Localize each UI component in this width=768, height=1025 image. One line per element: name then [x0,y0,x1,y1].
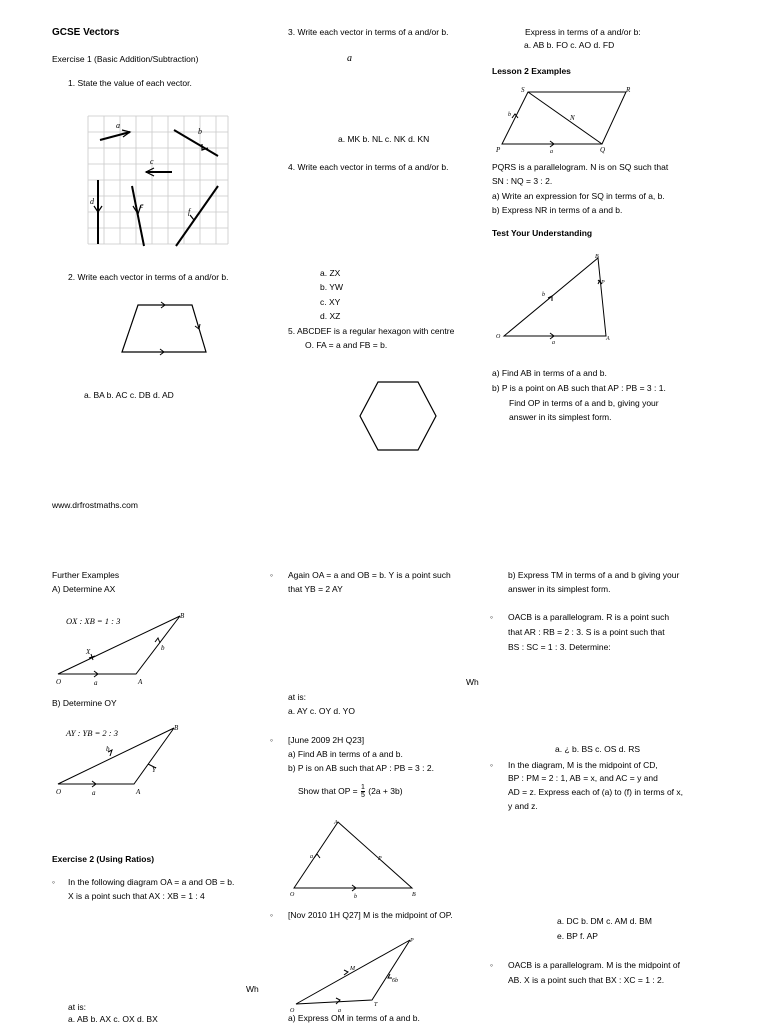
triangle-june-diagram [288,816,418,900]
ex2-line1: In the following diagram OA = a and OB = b. [68,877,235,887]
tri-a-x: X [86,648,91,656]
cd-parts-1: a. DC b. DM c. AM d. BM [557,916,652,926]
trapezium-diagram [116,300,212,356]
tri-a-b: B [180,612,185,620]
nov-heading: [Nov 2010 1H Q27] M is the midpoint of OP. [288,910,453,920]
question-1: 1. State the value of each vector. [68,78,192,88]
cd-parts-2: e. BP f. AP [557,931,598,941]
label-a-vertex: A [606,336,610,342]
oacb2-line2: AB. X is a point such that BX : XC = 1 : 2. [508,975,665,985]
label-o: O [496,334,501,340]
determine-a: A) Determine AX [52,584,116,594]
fraction [361,784,365,799]
label-p: P [496,146,501,154]
determine-b: B) Determine OY [52,698,117,708]
question-4: 4. Write each vector in terms of a and/or b. [288,162,449,172]
pqrs-part-a: a) Write an expression for SQ in terms of a, b. [492,191,665,201]
page-title: GCSE Vectors [52,27,120,38]
col3-part-b: b) Express TM in terms of a and b giving your [508,570,680,580]
nov-bullet: ◦ [270,910,274,920]
triangle-nov-diagram [288,934,420,1014]
grid-label-e: e [140,201,144,210]
question-4-part-c: c. XY [320,297,341,307]
ex2-bullet: ◦ [52,877,56,887]
grid-label-d: d [90,197,94,206]
triangle-oab-diagram [494,250,614,346]
show-that-expression: (2a + 3b) [368,785,403,796]
nov-part-a: a) Express OM in terms of a and b. [288,1013,420,1023]
june-label-avec: a [310,854,313,860]
june-label-a: A [334,820,338,826]
show-that [298,784,403,799]
again-at-is: at is: [288,692,306,702]
tyu-part-b-line3: answer in its simplest form. [509,412,612,422]
parallelogram-pqrs-diagram [494,84,636,154]
cd-line2: BP : PM = 2 : 1, AB = x, and AC = y and [508,773,658,783]
tri-a-avec: a [94,679,98,687]
col3-part-b-line2: answer in its simplest form. [508,584,611,594]
exercise-2-heading: Exercise 2 (Using Ratios) [52,854,155,864]
label-a: a [550,149,553,154]
grid-label-c: c [150,157,154,166]
triangle-a-diagram [52,610,192,688]
hexagon-diagram [358,380,438,452]
nov-label-t: T [374,1002,378,1008]
tri-a-bvec: b [161,644,165,652]
tri-b-avec: a [92,789,96,797]
oacb1-line2: that AR : RB = 2 : 3. S is a point such that [508,627,665,637]
question-3-variable: a [347,53,352,64]
cd-line1: In the diagram, M is the midpoint of CD, [508,760,658,770]
again-line2: that YB = 2 AY [288,584,343,594]
question-3-parts: a. MK b. NL c. NK d. KN [338,134,430,144]
cd-line3: AD = z. Express each of (a) to (f) in terms of x, [508,787,684,797]
test-your-understanding-heading: Test Your Understanding [492,228,593,238]
question-5-line1: 5. ABCDEF is a regular hexagon with centre [288,326,455,336]
nov-label-m: M [350,966,355,972]
pqrs-line2: SN : NQ = 3 : 2. [492,176,553,186]
exercise-1-heading: Exercise 1 (Basic Addition/Subtraction) [52,54,199,64]
again-line1: Again OA = a and OB = b. Y is a point such [288,570,451,580]
oacb2-bullet: ◦ [490,960,494,970]
nov-label-6b: 6b [392,978,398,984]
grid-label-b: b [198,127,202,136]
ex2-parts: a. AB b. AX c. OX d. BX [68,1014,158,1024]
question-3: 3. Write each vector in terms of a and/or b. [288,27,449,37]
label-n: N [570,114,575,122]
label-b-vertex: B [595,254,599,260]
pqrs-line1: PQRS is a parallelogram. N is on SQ such that [492,162,669,172]
grid-label-f: f [188,207,191,216]
lesson-2-heading: Lesson 2 Examples [492,66,571,76]
tri-b-a: A [136,788,141,796]
tri-a-a: A [138,678,143,686]
june-part-b: b) P is on AB such that AP : PB = 3 : 2. [288,763,434,773]
ratio-b: AY : YB = 2 : 3 [66,728,119,738]
tyu-part-b-line2: Find OP in terms of a and b, giving your [509,398,659,408]
label-r: R [626,86,631,94]
again-wh: Wh [466,677,479,687]
june-heading: [June 2009 2H Q23] [288,735,365,745]
tri-b-y: Y [152,766,156,774]
oacb2-line1: OACB is a parallelogram. M is the midpoint of [508,960,680,970]
oacb1-bullet: ◦ [490,612,494,622]
oacb1-parts: a. ¿ b. BS c. OS d. RS [555,744,641,754]
question-4-part-a: a. ZX [320,268,341,278]
question-5-line2: O. FA = a and FB = b. [305,340,388,350]
oacb1-line1: OACB is a parallelogram. R is a point such [508,612,670,622]
express-parts: a. AB b. FO c. AO d. FD [524,40,615,50]
label-b: b [508,112,511,118]
tyu-part-a: a) Find AB in terms of a and b. [492,368,607,378]
oacb1-line3: BS : SC = 1 : 3. Determine: [508,642,611,652]
label-b-vector: b [542,292,545,298]
june-part-a: a) Find AB in terms of a and b. [288,749,403,759]
june-label-b: B [412,892,416,898]
question-2: 2. Write each vector in terms of a and/or b. [68,272,229,282]
show-that-prefix: Show that OP = [298,785,358,796]
tri-b-bvec: b [106,745,110,753]
june-bullet: ◦ [270,735,274,745]
vector-grid-diagram [84,110,232,250]
ratio-a: OX : XB = 1 : 3 [66,616,121,626]
website-link[interactable]: www.drfrostmaths.com [52,500,138,510]
triangle-b-diagram [52,722,192,798]
label-a-vector: a [552,340,555,346]
ex2-at-is: at is: [68,1002,86,1012]
fraction-numerator: 1 [361,784,365,791]
fraction-denominator: 5 [361,792,365,799]
june-label-o: O [290,892,295,898]
ex2-line2: X is a point such that AX : XB = 1 : 4 [68,891,205,901]
question-4-part-d: d. XZ [320,311,341,321]
further-examples-heading: Further Examples [52,570,120,580]
nov-label-p: P [410,938,414,944]
nov-label-o: O [290,1008,295,1014]
june-label-bvec: b [354,894,357,900]
june-label-p: P [378,856,382,862]
cd-bullet: ◦ [490,760,494,770]
again-parts: a. AY c. OY d. YO [288,706,355,716]
label-s: S [521,86,525,94]
tri-b-b: B [174,724,179,732]
question-2-parts: a. BA b. AC c. DB d. AD [84,390,174,400]
label-p-point: P [601,280,605,286]
express-heading: Express in terms of a and/or b: [525,27,641,37]
nov-label-avec: a [338,1008,341,1014]
ex2-wh: Wh [246,984,259,994]
tyu-part-b-line1: b) P is a point on AB such that AP : PB = 3 : 1. [492,383,666,393]
pqrs-part-b: b) Express NR in terms of a and b. [492,205,623,215]
grid-label-a: a [116,121,120,130]
tri-b-o: O [56,788,62,796]
question-4-part-b: b. YW [320,282,343,292]
cd-line4: y and z. [508,801,538,811]
label-q: Q [600,146,606,154]
tri-a-o: O [56,678,62,686]
again-bullet: ◦ [270,570,274,580]
